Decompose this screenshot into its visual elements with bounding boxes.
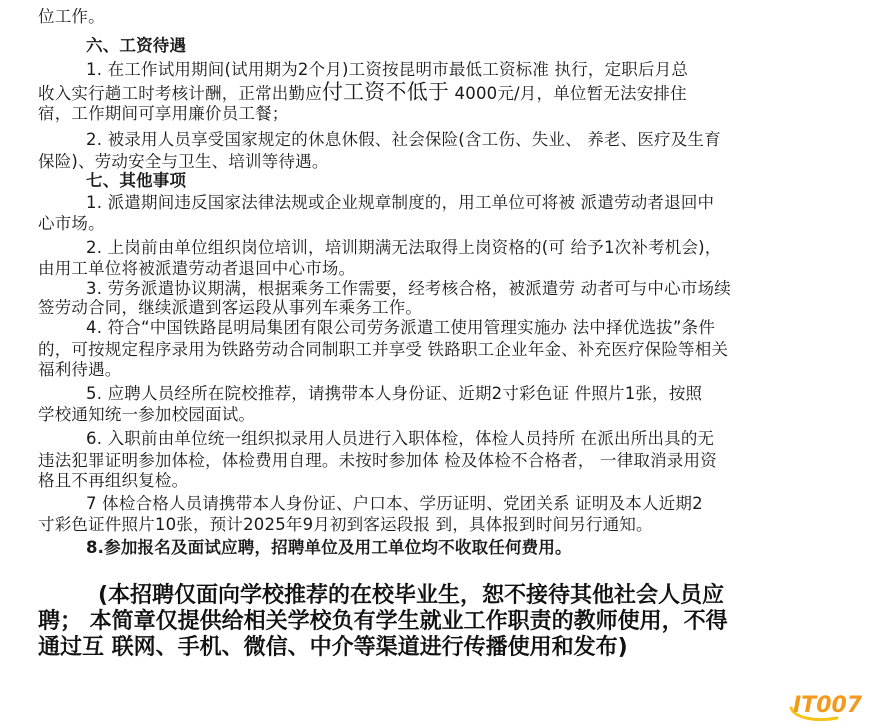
watermark-text: IT007 (793, 693, 863, 718)
text-line: 位工作。 (38, 7, 105, 26)
text-segment: 收入实行趟工时考核计酬，正常出勤应 (38, 84, 322, 103)
text-line: 3. 劳务派遣协议期满，根据乘务工作需要，经考核合格，被派遣劳 动者可与中心市场续 (86, 279, 731, 298)
text-line: 2. 上岗前由单位组织岗位培训，培训期满无法取得上岗资格的(可 给予1次补考机会)， (86, 238, 722, 257)
text-line: 5. 应聘人员经所在院校推荐，请携带本人身份证、近期2寸彩色证 件照片1张，按照 (86, 384, 703, 403)
text-segment: 4000元/月，单位暂无法安排住 (449, 84, 687, 103)
text-line (38, 82, 687, 104)
text-line: 签劳动合同，继续派遣到客运段从事列车乘务工作。 (38, 298, 423, 317)
text-line: 7 体检合格人员请携带本人身份证、户口本、学历证明、党团关系 证明及本人近期2 (86, 494, 703, 513)
text-line: 的，可按规定程序录用为铁路劳动合同制职工并享受 铁路职工企业年金、补充医疗保险等相关 (38, 340, 729, 359)
text-line: 福利待遇。 (38, 360, 122, 379)
text-line: 格且不再组织复检。 (38, 471, 189, 490)
text-segment-large: 付工资不低于 (321, 80, 450, 104)
text-line: 2. 被录用人员享受国家规定的休息休假、社会保险(含工伤、失业、 养老、医疗及生育 (86, 130, 721, 149)
text-line: 寸彩色证件照片10张，预计2025年9月初到客运段报 到，具体报到时间另行通知。 (38, 515, 653, 534)
text-line: 学校通知统一参加校园面试。 (38, 405, 256, 424)
text-line: 违法犯罪证明参加体检，体检费用自理。未按时参加体 检及体检不合格者， 一律取消录用资 (38, 451, 717, 470)
section-heading-salary: 六、工资待遇 (86, 36, 187, 55)
text-line-bold: 8.参加报名及面试应聘，招聘单位及用工单位均不收取任何费用。 (86, 538, 572, 557)
text-line: 由用工单位将被派遣劳动者退回中心市场。 (38, 259, 356, 278)
text-line: 保险)、劳动安全与卫生、培训等待遇。 (38, 152, 329, 171)
site-watermark-logo (785, 686, 871, 722)
text-line: 1. 派遣期间违反国家法律法规或企业规章制度的，用工单位可将被 派遣劳动者退回中 (86, 193, 715, 212)
section-heading-other: 七、其他事项 (86, 171, 187, 190)
text-line: 6. 入职前由单位统一组织拟录用人员进行入职体检，体检人员持所 在派出所出具的无 (86, 429, 715, 448)
notice-line: 通过互 联网、手机、微信、中介等渠道进行传播使用和发布) (38, 635, 628, 660)
text-line: 4. 符合“中国铁路昆明局集团有限公司劳务派遣工使用管理实施办 法中择优选拔”条件 (86, 318, 716, 337)
it007-logo-icon (785, 686, 871, 722)
text-line: 宿，工作期间可享用廉价员工餐； (38, 104, 289, 123)
notice-line: (本招聘仅面向学校推荐的在校毕业生，恕不接待其他社会人员应 (98, 583, 725, 608)
notice-line: 聘； 本简章仅提供给相关学校负有学生就业工作职责的教师使用，不得 (38, 609, 728, 634)
text-line: 心市场。 (38, 214, 105, 233)
text-line: 1. 在工作试用期间(试用期为2个月)工资按昆明市最低工资标准 执行，定职后月总 (86, 60, 689, 79)
